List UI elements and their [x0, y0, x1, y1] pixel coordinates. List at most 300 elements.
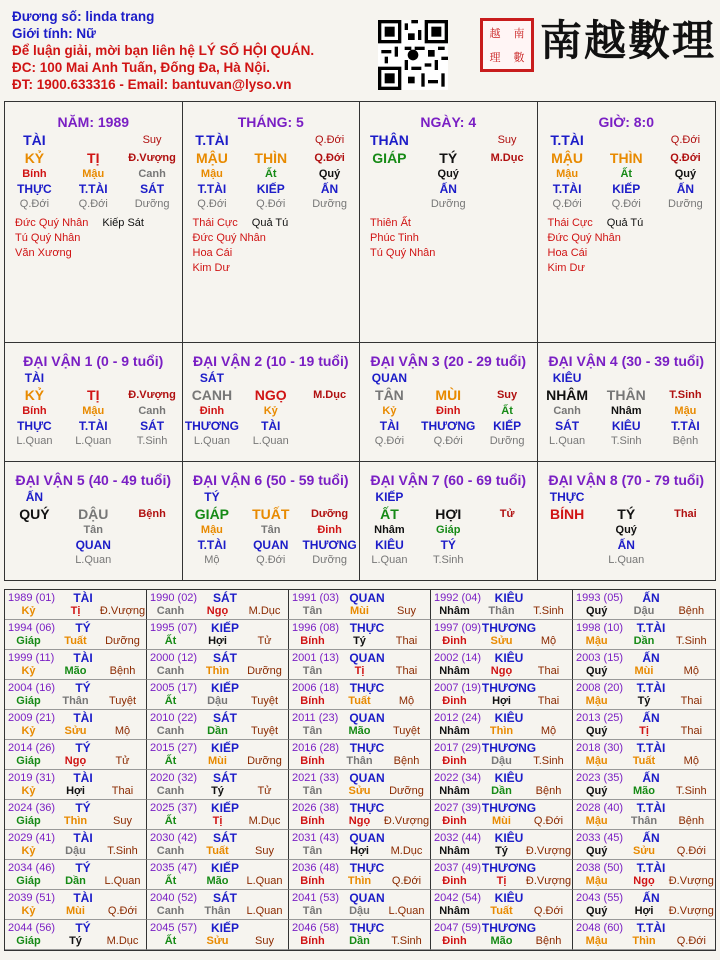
year-cell [5, 830, 147, 860]
year-god: TÝ [75, 741, 91, 755]
hidden-stem-text: Ất [620, 168, 633, 180]
four-pillars [5, 102, 715, 343]
year-branch: Mão [64, 665, 87, 677]
year-phase: L.Quan [388, 905, 425, 917]
year-phase: Thai [537, 695, 560, 707]
hidden-god-text: T.TÀI [78, 419, 108, 433]
year-stem: Bính [300, 635, 325, 647]
year-god: THỰC [349, 681, 385, 695]
year-god: THƯƠNG [481, 741, 537, 755]
year-label: 2003 (15) [576, 652, 624, 664]
year-branch: Tý [353, 635, 366, 647]
year-label: 2010 (22) [150, 712, 198, 724]
god-text: TÀI [23, 132, 46, 148]
year-label: 1990 (02) [150, 592, 198, 604]
year-branch: Hợi [634, 905, 654, 917]
stem-branch-row [183, 150, 360, 166]
year-stem: Nhâm [439, 785, 470, 797]
phase-text: L.Quan [608, 554, 645, 566]
stem-branch-text: Đ.Vượng [128, 389, 176, 401]
god-row [360, 371, 537, 385]
year-branch: Dần [491, 785, 512, 797]
hidden-god-text: THƯƠNG [184, 419, 239, 433]
year-detail [147, 875, 288, 887]
year-god: KIÊU [494, 711, 524, 725]
year-stem: Canh [156, 845, 185, 857]
year-stem: Quý [585, 605, 608, 617]
hidden-stem-row [360, 405, 537, 417]
pillar-0 [5, 102, 183, 342]
year-branch: Thìn [347, 875, 372, 887]
star-name: Đức Quý Nhân [192, 232, 266, 244]
year-phase: M.Dục [106, 935, 139, 947]
star-line [548, 216, 716, 231]
year-stem: Mậu [585, 935, 608, 947]
chart-grid [4, 101, 716, 581]
year-stem: Kỷ [21, 845, 36, 857]
year-stem: Tân [302, 845, 323, 857]
year-god: SÁT [213, 771, 237, 785]
year-god: SÁT [213, 651, 237, 665]
phase-text: Q.Đới [197, 198, 227, 210]
year-phase: T.Sinh [676, 635, 707, 647]
year-stem: Bính [300, 875, 325, 887]
year-detail [147, 665, 288, 677]
year-detail [289, 665, 430, 677]
year-branch: Thìn [489, 725, 514, 737]
hidden-god-text: T.TÀI [671, 419, 700, 433]
stem-branch-text: KỶ [24, 387, 45, 403]
year-stem: Đinh [442, 635, 467, 647]
year-cell [573, 770, 715, 800]
year-branch: Thìn [205, 665, 230, 677]
year-detail [147, 635, 288, 647]
year-label: 2014 (26) [8, 742, 56, 754]
stem-branch-text: Suy [496, 389, 518, 401]
year-detail [431, 725, 572, 737]
phase-text: L.Quan [252, 435, 289, 447]
year-branch: Dần [65, 875, 86, 887]
hidden-stem-text: Tân [83, 524, 104, 536]
dai-van-2 [183, 343, 361, 461]
year-cell [431, 920, 573, 950]
year-stem: Nhâm [439, 605, 470, 617]
year-stem: Nhâm [439, 905, 470, 917]
year-detail [573, 845, 715, 857]
year-branch: Sửu [490, 635, 513, 647]
phase-text: Q.Đới [19, 198, 50, 210]
year-god: T.TÀI [636, 861, 666, 875]
year-stem: Canh [156, 665, 185, 677]
year-god: QUAN [349, 771, 385, 785]
phase-text: T.Sinh [136, 435, 168, 447]
year-stem: Đinh [442, 815, 467, 827]
year-cell [5, 650, 147, 680]
year-detail [573, 695, 715, 707]
header-info [12, 8, 314, 93]
hidden-god-text: ẤN [320, 182, 339, 196]
year-stem: Kỷ [21, 785, 36, 797]
hidden-stem-row [5, 405, 182, 417]
phase-text: Mộ [204, 554, 220, 566]
phase-row [538, 198, 716, 210]
hidden-stem-text: Nhâm [610, 405, 642, 417]
dai-van-3 [360, 343, 538, 461]
hidden-stem-row [5, 524, 182, 536]
year-detail [147, 785, 288, 797]
year-phase: Dưỡng [105, 635, 140, 647]
year-detail [573, 875, 715, 887]
phase-text: L.Quan [371, 554, 408, 566]
year-god: T.TÀI [636, 741, 666, 755]
hidden-god-text: KIẾP [493, 419, 522, 433]
hidden-god-text: T.TÀI [552, 182, 582, 196]
year-branch: Tị [70, 605, 81, 617]
year-cell [5, 770, 147, 800]
stem-branch-text: M.Dục [313, 389, 347, 401]
stem-branch-text: DẬU [78, 506, 109, 522]
dai-van-heading: ĐẠI VẬN 1 (0 - 9 tuổi) [23, 353, 164, 369]
year-cell [289, 650, 431, 680]
contact-line: Để luận giải, mời bạn liên hệ LÝ SỐ HỘI QUÁN. [12, 43, 315, 58]
phase-text: Dưỡng [312, 554, 347, 566]
year-god: THỰC [349, 801, 385, 815]
year-detail [289, 905, 430, 917]
year-cell [147, 620, 289, 650]
year-cell [147, 680, 289, 710]
year-cell [573, 830, 715, 860]
pillar-heading: GIỜ: 8:0 [598, 114, 654, 130]
year-cell [289, 620, 431, 650]
year-phase: Suy [397, 605, 416, 617]
year-phase: Tử [257, 785, 272, 797]
god-row [183, 371, 360, 385]
god-row [538, 490, 716, 504]
year-detail [289, 755, 430, 767]
year-phase: Đ.Vượng [525, 875, 572, 887]
year-cell [147, 650, 289, 680]
year-branch: Dậu [633, 605, 655, 617]
star-name: Tú Quý Nhân [15, 232, 81, 244]
star-line [548, 246, 716, 261]
year-stem: Quý [585, 905, 608, 917]
stars-list [548, 216, 716, 276]
year-label: 2013 (25) [576, 712, 624, 724]
year-detail [573, 665, 715, 677]
year-stem: Ất [164, 755, 177, 767]
year-god: THỰC [349, 741, 385, 755]
year-phase: Tuyệt [250, 695, 279, 707]
year-branch: Tuất [206, 845, 229, 857]
year-god: SÁT [213, 831, 237, 845]
year-detail [431, 635, 572, 647]
year-cell [289, 710, 431, 740]
year-detail [289, 635, 430, 647]
dai-van-heading: ĐẠI VẬN 2 (10 - 19 tuổi) [192, 353, 349, 369]
year-phase: Thai [395, 635, 418, 647]
stem-branch-text: M.Dục [490, 152, 524, 164]
star-name: Phúc Tinh [370, 232, 419, 244]
year-phase: Q.Đới [676, 845, 706, 857]
year-cell [5, 860, 147, 890]
year-label: 2036 (48) [292, 862, 340, 874]
year-label: 2044 (56) [8, 922, 56, 934]
year-phase: Thai [680, 695, 703, 707]
year-phase: Bệnh [678, 605, 705, 617]
year-phase: Mộ [540, 725, 557, 737]
hidden-stem-text: Bính [22, 405, 47, 417]
star-name: Quả Tú [606, 217, 644, 229]
hidden-stem-text: Đinh [317, 524, 342, 536]
year-phase: L.Quan [246, 875, 283, 887]
year-god: QUAN [349, 591, 385, 605]
year-detail [431, 935, 572, 947]
year-cell [573, 680, 715, 710]
year-detail [289, 725, 430, 737]
god-text: THÂN [369, 132, 409, 148]
year-detail [289, 815, 430, 827]
phase-row [360, 198, 537, 210]
year-phase: Tuyệt [250, 725, 279, 737]
god-row [183, 490, 360, 504]
stem-branch-text: Dưỡng [310, 508, 349, 520]
year-label: 2029 (41) [8, 832, 56, 844]
phase-row [183, 554, 360, 566]
stem-branch-text: MẬU [551, 150, 584, 166]
year-branch: Dậu [207, 695, 228, 707]
year-god: ẤN [642, 831, 660, 845]
year-stem: Canh [156, 725, 185, 737]
phase-text: Bệnh [672, 435, 699, 447]
hidden-god-text: QUAN [253, 538, 289, 552]
qr-code[interactable] [378, 20, 448, 90]
year-cell [5, 920, 147, 950]
hidden-god-text: KIẾP [256, 182, 285, 196]
star-name: Thái Cực [192, 217, 238, 229]
year-detail [431, 785, 572, 797]
god-row [360, 132, 537, 148]
phase-row [538, 435, 716, 447]
year-stem: Quý [585, 785, 608, 797]
god-text: SÁT [199, 371, 224, 385]
year-phase: Mộ [540, 635, 557, 647]
pillar-heading: NGÀY: 4 [420, 114, 477, 130]
stem-branch-row [538, 150, 716, 166]
hidden-god-text: TÀI [379, 419, 400, 433]
hidden-god-text: ẤN [439, 182, 457, 196]
year-label: 2009 (21) [8, 712, 56, 724]
year-detail [5, 905, 146, 917]
year-stem: Kỷ [21, 605, 36, 617]
star-name: Đức Quý Nhân [15, 217, 89, 229]
year-label: 2022 (34) [434, 772, 482, 784]
year-phase: T.Sinh [391, 935, 422, 947]
year-cell [431, 740, 573, 770]
year-stem: Nhâm [439, 845, 470, 857]
year-god: THƯƠNG [481, 681, 537, 695]
year-cell [147, 920, 289, 950]
year-cell [431, 680, 573, 710]
star-name: Hoa Cái [192, 247, 233, 259]
year-branch: Tuất [348, 695, 371, 707]
hidden-stem-text: Mậu [556, 168, 579, 180]
year-god: ẤN [642, 711, 660, 725]
year-label: 1996 (08) [292, 622, 340, 634]
year-branch: Mùi [492, 815, 511, 827]
year-phase: L.Quan [246, 905, 283, 917]
year-branch: Tị [639, 725, 649, 737]
year-label: 2043 (55) [576, 892, 624, 904]
year-cell [289, 680, 431, 710]
phase-text: T.Sinh [610, 435, 642, 447]
year-god: TÝ [75, 621, 91, 635]
year-stem: Mậu [585, 635, 608, 647]
year-label: 2038 (50) [576, 862, 624, 874]
phase-row [360, 554, 537, 566]
phase-text: Q.Đới [256, 198, 286, 210]
year-label: 2046 (58) [292, 922, 340, 934]
year-phase: Đ.Vượng [383, 815, 430, 827]
dai-van-heading: ĐẠI VẬN 4 (30 - 39 tuổi) [548, 353, 705, 369]
year-label: 2008 (20) [576, 682, 624, 694]
year-phase: Tuyệt [392, 725, 421, 737]
phase-text: Q.Đới [374, 435, 405, 447]
phase-text: T.Sinh [432, 554, 464, 566]
stem-branch-text: CANH [191, 387, 233, 403]
year-detail [431, 665, 572, 677]
year-branch: Mùi [66, 905, 85, 917]
year-detail [573, 905, 715, 917]
year-stem: Bính [300, 755, 325, 767]
hidden-god-row [5, 419, 182, 433]
phase-text: Q.Đới [552, 198, 582, 210]
year-detail [289, 785, 430, 797]
star-line [193, 231, 360, 246]
phase-text: Q.Đới [78, 198, 108, 210]
year-detail [5, 935, 146, 947]
stem-branch-text: BÍNH [549, 506, 585, 522]
hidden-stem-row [183, 524, 360, 536]
year-branch: Tý [211, 785, 224, 797]
year-detail [5, 695, 146, 707]
year-stem: Mậu [585, 695, 608, 707]
year-stem: Ất [164, 875, 177, 887]
year-stem: Quý [585, 725, 608, 737]
year-cell [431, 890, 573, 920]
stars-list [15, 216, 182, 261]
year-detail [573, 755, 715, 767]
owner-name: Đương số: linda trang [12, 9, 155, 24]
year-god: ẤN [642, 651, 660, 665]
year-god: KIÊU [494, 831, 524, 845]
year-cell [147, 590, 289, 620]
year-god: KIẾP [210, 921, 240, 935]
year-phase: Thai [395, 665, 418, 677]
year-cell [573, 800, 715, 830]
year-cell [431, 770, 573, 800]
year-label: 1991 (03) [292, 592, 340, 604]
year-detail [5, 755, 146, 767]
dai-van-row-1 [5, 343, 715, 462]
year-cell [573, 590, 715, 620]
year-detail [431, 815, 572, 827]
hidden-god-text: T.TÀI [197, 182, 227, 196]
year-stem: Mậu [585, 815, 608, 827]
hidden-god-row [360, 182, 537, 196]
hidden-god-text: THỰC [17, 182, 52, 196]
stem-branch-text: THÌN [254, 150, 288, 166]
star-line [370, 231, 537, 246]
year-branch: Hợi [350, 845, 369, 857]
hidden-stem-text: Quý [318, 168, 341, 180]
year-branch: Thìn [632, 935, 656, 947]
year-cell [147, 770, 289, 800]
year-god: SÁT [213, 591, 237, 605]
star-line [193, 246, 360, 261]
year-label: 1998 (10) [576, 622, 624, 634]
hidden-god-row [538, 182, 716, 196]
stem-branch-text: Q.Đới [670, 152, 701, 164]
year-branch: Sửu [348, 785, 371, 797]
year-phase: Suy [255, 845, 274, 857]
pillar-3 [538, 102, 716, 342]
hidden-god-text: SÁT [140, 419, 165, 433]
star-line [15, 246, 182, 261]
year-detail [289, 605, 430, 617]
year-god: QUAN [349, 831, 385, 845]
year-god: QUAN [349, 711, 385, 725]
year-label: 2026 (38) [292, 802, 340, 814]
year-god: TÝ [75, 921, 91, 935]
year-detail [431, 845, 572, 857]
year-label: 2002 (14) [434, 652, 482, 664]
year-stem: Bính [300, 815, 325, 827]
year-label: 2045 (57) [150, 922, 198, 934]
year-phase: T.Sinh [676, 785, 707, 797]
year-detail [289, 875, 430, 887]
hidden-god-text: KIÊU [375, 538, 404, 552]
year-branch: Tý [495, 845, 508, 857]
year-branch: Hợi [492, 695, 511, 707]
god-text: T.TÀI [195, 132, 229, 148]
star-line [193, 216, 360, 231]
year-god: TÀI [73, 651, 93, 665]
year-label: 2019 (31) [8, 772, 56, 784]
year-phase: M.Dục [248, 815, 281, 827]
year-cell [289, 860, 431, 890]
stem-branch-row [538, 387, 716, 403]
year-label: 2020 (32) [150, 772, 198, 784]
hidden-stem-text: Mậu [200, 168, 223, 180]
year-detail [431, 755, 572, 767]
year-cell [573, 710, 715, 740]
year-god: QUAN [349, 891, 385, 905]
year-phase: Bệnh [535, 785, 562, 797]
stem-branch-row [360, 150, 537, 166]
year-label: 2015 (27) [150, 742, 198, 754]
year-god: TÀI [73, 771, 93, 785]
god-text: Q.Đới [670, 134, 701, 146]
year-god: KIÊU [494, 591, 524, 605]
phase-text: L.Quan [549, 435, 586, 447]
stem-branch-text: KỶ [24, 150, 45, 166]
year-detail [5, 665, 146, 677]
hidden-stem-row [538, 168, 716, 180]
stem-branch-row [360, 387, 537, 403]
year-phase: Q.Đới [676, 935, 706, 947]
year-god: KIẾP [210, 801, 240, 815]
year-label: 2042 (54) [434, 892, 482, 904]
